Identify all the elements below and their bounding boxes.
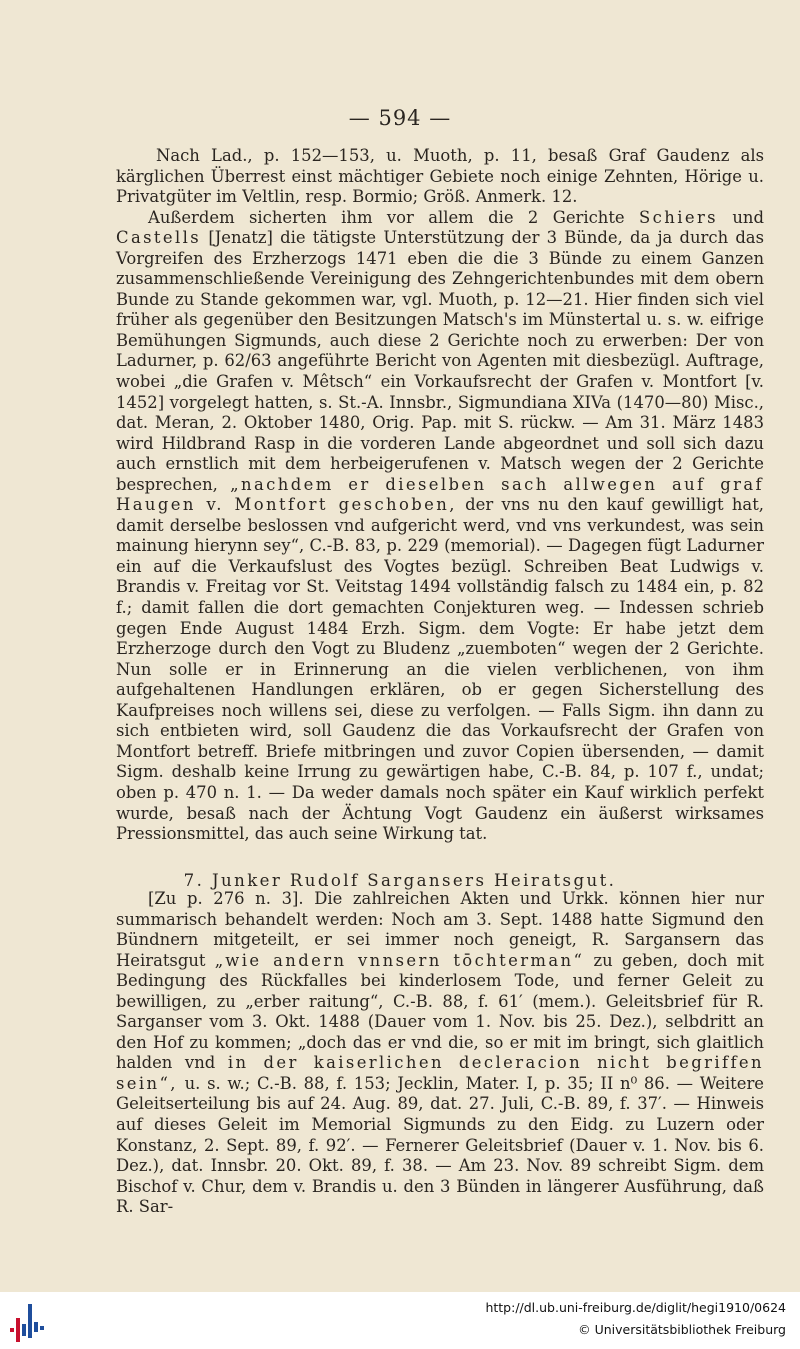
paragraph-2-und: und: [732, 207, 764, 227]
spaced-name-schiers: Schiers: [639, 207, 718, 227]
paragraph-2-rest: der vns nu den kauf gewilligt hat, damit derselbe beslossen vnd aufgericht werd, vnd vns verkundest, was sein mainung hierynn sey“, C.-B. 83, p. 229 (memorial). — Dagegen fügt Ladurner ein auf die Verkaufslust des Vogtes bezügl. Schreiben Beat Ludwigs v. Brandis v. Freitag vor St. Veitstag 1494 vollständig falsch zu 1484 ein, p. 82 f.; damit fallen die dort gemachten Conjekturen weg. — Indessen schrieb gegen Ende August 1484 Erzh. Sigm. dem Vogte: Er habe jetzt dem Erzherzoge durch den Vogt zu Bludenz „zuemboten“ wegen der 2 Gerichte. Nun solle er in Erinnerung an die vielen verblichenen, von ihm aufgehaltenen Handlungen erklären, ob er gegen Sicherstellung des Kaufpreises noch willens sei, diese zu verfolgen. — Falls Sigm. ihn dann zu sich entbieten wird, soll Gaudenz die das Vorkaufsrecht der Grafen von Montfort betreff. Briefe mitbringen und zuvor Copien übersenden, — damit Sigm. deshalb keine Irrung zu gewärtigen habe, C.-B. 84, p. 107 f., undat; oben p. 470 n. 1. — Da weder damals noch später ein Kauf wirklich perfekt wurde, besaß nach der Ächtung Vogt Gaudenz ein äußerst wirksames Pressionsmittel, das auch seine Wirkung tat.: [116, 495, 764, 844]
paragraph-2-intro: Außerdem sicherten ihm vor allem die 2 Gerichte: [148, 207, 625, 227]
spaced-name-castells: Castells: [116, 228, 202, 248]
university-library-logo-icon: [10, 1300, 50, 1342]
copyright-notice: © Universitätsbibliothek Freiburg: [578, 1322, 786, 1337]
source-url[interactable]: http://dl.ub.uni-freiburg.de/diglit/hegi1910/0624: [485, 1300, 786, 1315]
page-number: — 594 —: [348, 106, 452, 130]
spaced-quote: „nachdem er dieselben sach allwegen auf graf Haugen v. Montfort geschoben,: [116, 474, 765, 515]
spaced-quote-decleracion: in der kaiserlichen decleracion nicht begriffen sein“,: [116, 1053, 764, 1093]
footer-bar: [0, 1292, 800, 1349]
section-heading: [0, 871, 800, 890]
paragraph-3-intro: [Zu p. 276 n. 3]. Die zahlreichen Akten und Urkk. können hier nur summarisch behandelt werden: Noch am 3. Sept. 1488 hatte Sigmund den Bündnern mitgeteilt, er sei immer noch geneigt, R. Sargansern das Heiratsgut: [116, 889, 764, 970]
paragraph-2-body: [Jenatz] die tätigste Unterstützung der 3 Bünde, da ja durch das Vorgreifen des Erzherzogs 1471 eben die die 3 Bünde zu einem Ganzen zusammenschließende Vereinigung des Zehngerichtenbundes mit dem obern Bunde zu Stande gekommen war, vgl. Muoth, p. 12—21. Hier finden sich viel früher als gegenüber den Besitzungen Matsch's im Münstertal u. s. w. eifrige Bemühungen Sigmunds, auch diese 2 Gerichte noch zu erwerben: Der von Ladurner, p. 62/63 angeführte Bericht von Agenten mit diesbezügl. Auftrage, wobei „die Grafen v. Mêtsch“ ein Vorkaufsrecht der Grafen v. Montfort [v. 1452] vorgelegt hatten, s. St.-A. Innsbr., Sigmundiana XIVa (1470—80) Misc., dat. Meran, 2. Oktober 1480, Orig. Pap. mit S. rückw. — Am 31. März 1483 wird Hildbrand Rasp in die vorderen Lande abgeordnet und soll sich dazu auch ernstlich mit dem herbeigerufenen v. Matsch wegen der 2 Gerichte besprechen,: [116, 228, 764, 494]
paragraph-1: Nach Lad., p. 152—153, u. Muoth, p. 11, besaß Graf Gaudenz als kärglichen Überrest einst mächtiger Gebiete noch einige Zehnten, Hörige u. Privatgüter im Veltlin, resp. Bormio; Größ. Anmerk. 12.: [116, 146, 764, 207]
paragraph-2: [116, 208, 764, 845]
paragraph-3-body: zu geben, doch mit Bedingung des Rückfalles bei kinderlosem Tode, und ferner Geleit zu bewilligen, zu „erber raitung“, C.-B. 88, f. 61′ (mem.). Geleitsbrief für R. Sarganser vom 3. Okt. 1488 (Dauer vom 1. Nov. bis 25. Dez.), selbdritt an den Hof zu kommen; „doch das er vnd die, so er mit im bringt, sich glaitlich halden vnd: [116, 950, 764, 1073]
spaced-quote-tochterman: „wie andern vnnsern tōchterman“: [214, 950, 585, 970]
paragraph-3-rest: u. s. w.; C.-B. 88, f. 153; Jecklin, Mater. I, p. 35; II n⁰ 86. — Weitere Geleitserteilung bis auf 24. Aug. 89, dat. 27. Juli, C.-B. 89, f. 37′. — Hinweis auf dieses Geleit im Memorial Sigmunds zu den Eidg. zu Luzern oder Konstanz, 2. Sept. 89, f. 92′. — Fernerer Geleitsbrief (Dauer v. 1. Nov. bis 6. Dez.), dat. Innsbr. 20. Okt. 89, f. 38. — Am 23. Nov. 89 schreibt Sigm. dem Bischof v. Chur, dem v. Brandis u. den 3 Bünden in längerer Ausführung, daß R. Sar-: [116, 1073, 764, 1217]
text-block-notes: [116, 146, 764, 845]
paragraph-3: [116, 889, 764, 1218]
section-heading-text: 7. Junker Rudolf Sargansers Heiratsgut.: [183, 871, 617, 890]
text-block-section-7: [116, 889, 764, 1218]
